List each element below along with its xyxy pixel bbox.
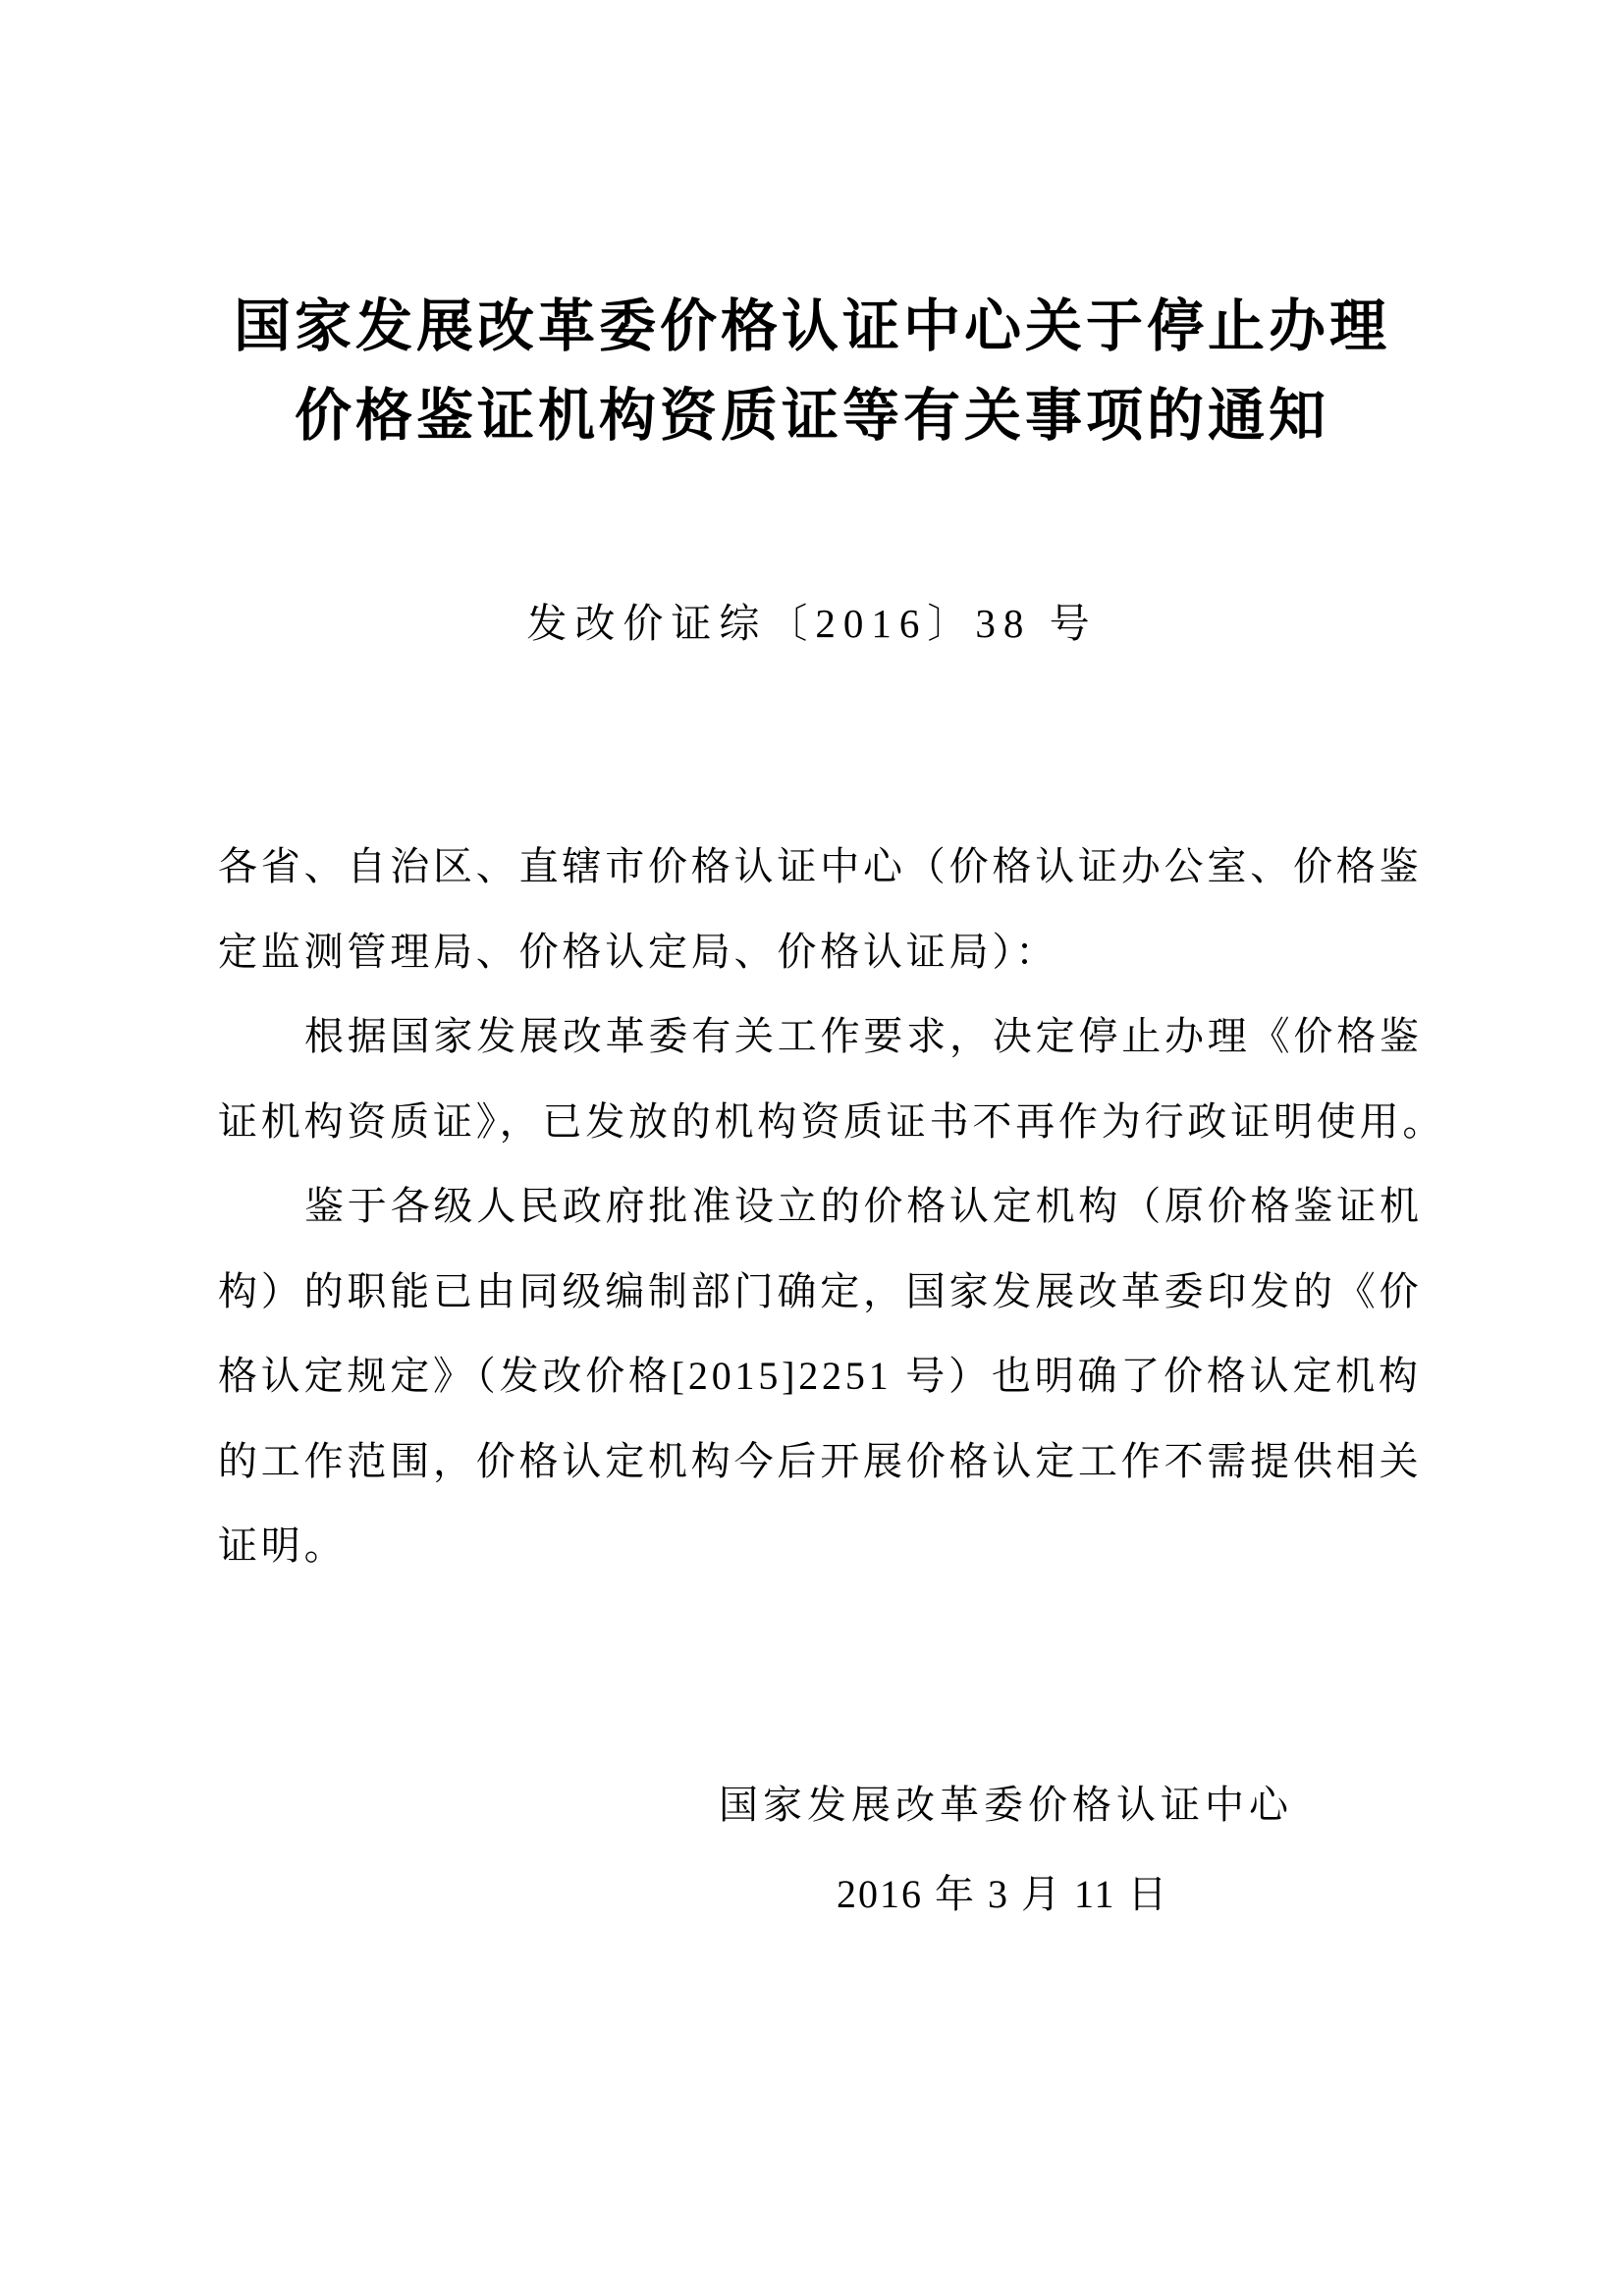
document-title bbox=[0, 282, 1624, 460]
body-line-paragraph: 证明。 bbox=[218, 1523, 348, 1568]
signature-organization: 国家发展改革委价格认证中心 bbox=[719, 1783, 1293, 1827]
body-line-paragraph: 证机构资质证》，已发放的机构资质证书不再作为行政证明使用。 bbox=[218, 1098, 1446, 1144]
document-title-line-1: 国家发展改革委价格认证中心关于停止办理 bbox=[233, 294, 1390, 358]
document-body bbox=[218, 825, 1446, 1589]
body-line-salutation: 各省、自治区、直辖市价格认证中心（价格认证办公室、价格鉴 bbox=[218, 844, 1423, 888]
body-line-paragraph: 根据国家发展改革委有关工作要求，决定停止办理《价格鉴 bbox=[304, 1014, 1423, 1058]
document-title-line-2: 价格鉴证机构资质证等有关事项的通知 bbox=[294, 384, 1329, 448]
body-line-paragraph: 鉴于各级人民政府批准设立的价格认定机构（原价格鉴证机 bbox=[304, 1184, 1423, 1228]
signature-date: 2016 年 3 月 11 日 bbox=[837, 1872, 1169, 1916]
body-line-salutation: 定监测管理局、价格认定局、价格认证局）： bbox=[218, 929, 1058, 974]
body-line-paragraph: 格认定规定》（发改价格[2015]2251 号）也明确了价格认定机构 bbox=[218, 1354, 1422, 1398]
document-reference-number: 发改价证综〔2016〕38 号 bbox=[526, 601, 1098, 646]
body-line-paragraph: 的工作范围，价格认定机构今后开展价格认定工作不需提供相关 bbox=[218, 1438, 1423, 1483]
body-line-paragraph: 构）的职能已由同级编制部门确定，国家发展改革委印发的《价 bbox=[218, 1268, 1423, 1313]
